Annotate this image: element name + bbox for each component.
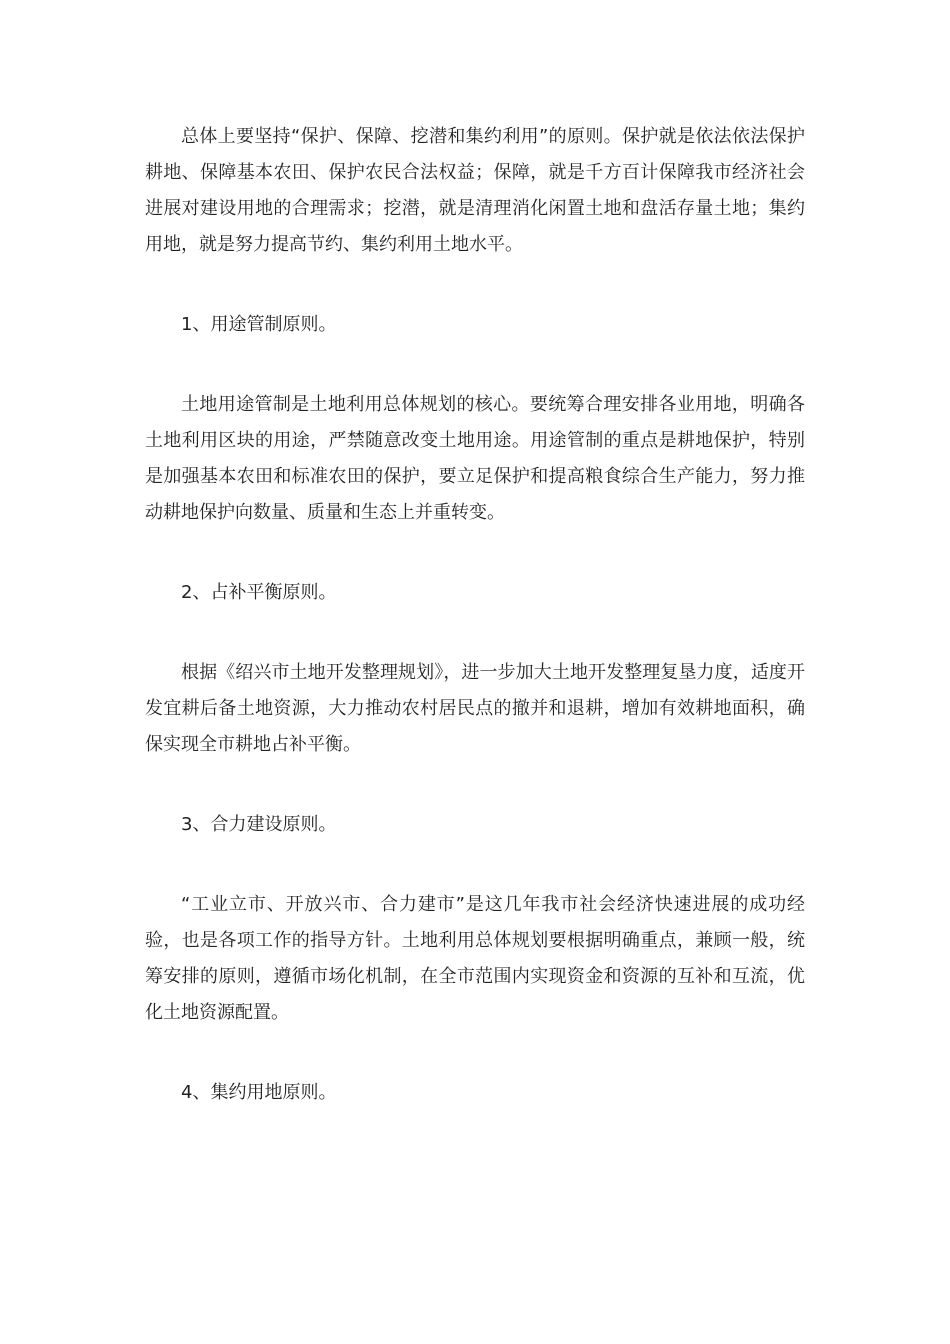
section-heading-2: 2、占补平衡原则。 [181, 582, 337, 603]
paragraph-section-2: 根据《绍兴市土地开发整理规划》，进一步加大土地开发整理复垦力度，适度开发宜耕后备土地资源，大力推动农村居民点的撤并和退耕，增加有效耕地面积，确保实现全市耕地占补平衡。 [145, 662, 805, 755]
section-heading-1: 1、用途管制原则。 [181, 314, 337, 335]
paragraph-section-1: 土地用途管制是土地利用总体规划的核心。要统筹合理安排各业用地，明确各土地利用区块的用途，严禁随意改变土地用途。用途管制的重点是耕地保护，特别是加强基本农田和标准农田的保护，要立足保护和提高粮食综合生产能力，努力推动耕地保护向数量、质量和生态上并重转变。 [145, 394, 805, 523]
paragraph-section-3: “工业立市、开放兴市、合力建市”是这几年我市社会经济快速进展的成功经验，也是各项工作的指导方针。土地利用总体规划要根据明确重点，兼顾一般，统筹安排的原则，遵循市场化机制，在全市范围内实现资金和资源的互补和互流，优化土地资源配置。 [145, 894, 805, 1023]
document-body [145, 119, 805, 1155]
paragraph-intro: 总体上要坚持“保护、保障、挖潜和集约利用”的原则。保护就是依法依法保护耕地、保障基本农田、保护农民合法权益；保障，就是千方百计保障我市经济社会进展对建设用地的合理需求；挖潜，就是清理消化闲置土地和盘活存量土地；集约用地，就是努力提高节约、集约利用土地水平。 [145, 126, 805, 255]
section-heading-3: 3、合力建设原则。 [181, 814, 337, 835]
section-heading-4: 4、集约用地原则。 [181, 1082, 337, 1103]
